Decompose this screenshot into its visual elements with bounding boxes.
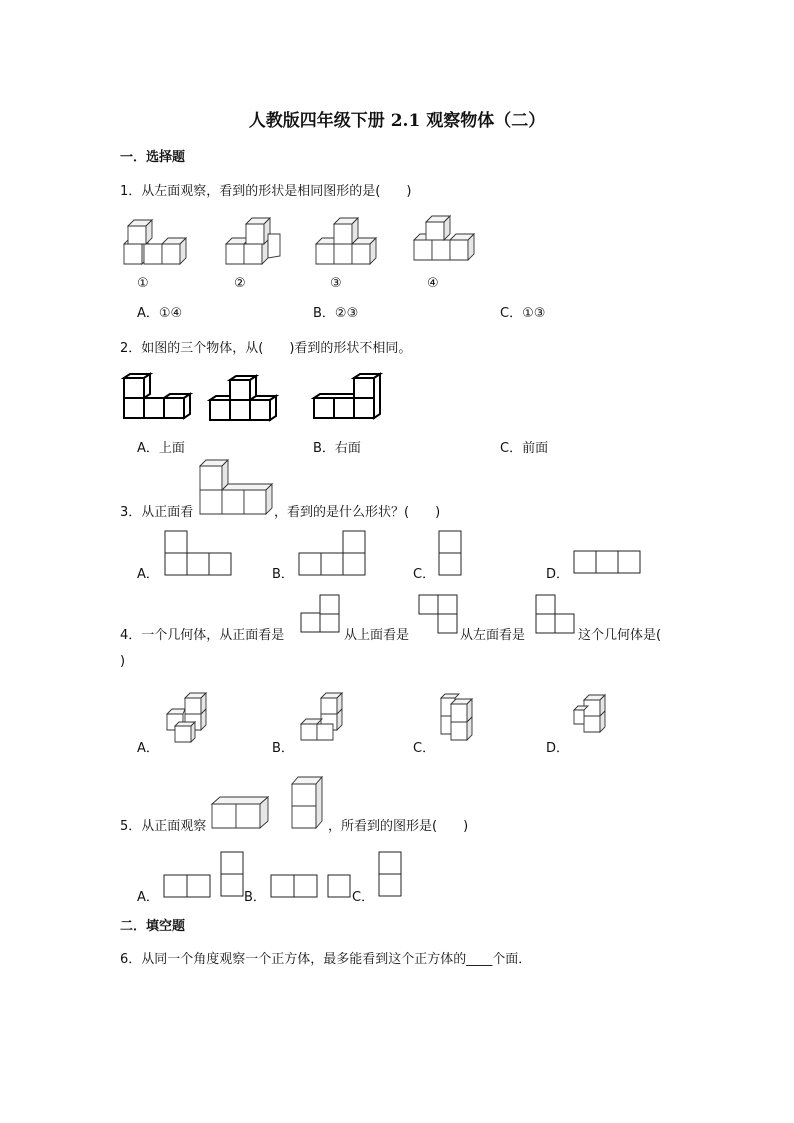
q3-option-b-figure [298,530,368,576]
q1-label-4: ④ [427,276,439,291]
q5-option-c[interactable]: C． [352,890,375,905]
cube-group [124,220,186,264]
q3-option-c-figure [438,530,464,576]
q2-figure-1 [120,372,190,424]
q5-option-a-figure [163,850,247,900]
q5-figure-row [210,792,276,832]
page-title: 人教版四年级下册 2.1 观察物体（二） [248,111,546,131]
q4-option-b[interactable]: B． [272,741,294,756]
question-1-text: 1．从左面观察，看到的形状是相同图形的是( ) [120,184,412,199]
q3-option-b[interactable]: B． [272,567,294,582]
question-4-part-2: 从上面看是 [344,628,410,643]
q3-figure [198,462,274,518]
q1-option-a[interactable]: A．①④ [137,306,183,321]
q2-figure-2 [206,375,278,425]
q1-figure-1 [118,210,198,270]
q5-figure-column [288,772,332,832]
q1-label-2: ② [234,276,246,291]
q1-label-1: ① [137,276,149,291]
q3-option-a[interactable]: A． [137,567,159,582]
q3-option-d[interactable]: D． [546,567,570,582]
question-4-part-3: 从左面看是 [460,628,526,643]
q1-figure-2 [222,210,302,270]
q4-front-view [300,594,342,634]
question-4-part-1: 4．一个几何体，从正面看是 [120,628,285,643]
q2-option-c[interactable]: C．前面 [500,441,549,456]
question-4-part-5: ) [120,654,126,669]
q5-option-c-figure [378,850,406,900]
q5-option-a[interactable]: A． [137,890,159,905]
q1-figure-4 [412,210,492,270]
q1-option-c[interactable]: C．①③ [500,306,546,321]
section-fill-heading: 二．填空题 [120,919,186,934]
question-5-prefix: 5．从正面观察 [120,819,207,834]
q1-label-3: ③ [330,276,342,291]
q4-left-view [535,594,577,634]
q3-option-c[interactable]: C． [413,567,436,582]
question-5-suffix: ，所看到的图形是( ) [328,819,469,834]
section-choice-heading: 一．选择题 [120,150,186,165]
q2-option-a[interactable]: A．上面 [137,441,185,456]
question-2-text: 2．如图的三个物体，从( )看到的形状不相同。 [120,341,412,356]
question-6-text: 6．从同一个角度观察一个正方体，最多能看到这个正方体的____个面． [120,952,532,967]
q2-figure-3 [312,372,384,424]
q4-option-c[interactable]: C． [413,741,436,756]
q5-option-b[interactable]: B． [244,890,266,905]
q4-option-a-figure [163,690,215,746]
q3-option-d-figure [573,550,643,576]
q5-option-b-figure [270,874,354,900]
q4-option-d-figure [570,694,618,746]
q2-option-b[interactable]: B．右面 [313,441,361,456]
q4-option-c-figure [437,690,481,746]
q1-option-b[interactable]: B．②③ [313,306,359,321]
question-3-suffix: ，看到的是什么形状？( ) [274,505,441,520]
q1-figure-3 [314,210,394,270]
q4-option-d[interactable]: D． [546,741,570,756]
question-3-prefix: 3．从正面看 [120,505,194,520]
q4-option-b-figure [297,690,351,746]
question-4-part-4: 这个几何体是( [578,628,662,643]
q3-option-a-figure [164,530,234,576]
q4-top-view [418,594,460,634]
q4-option-a[interactable]: A． [137,741,159,756]
